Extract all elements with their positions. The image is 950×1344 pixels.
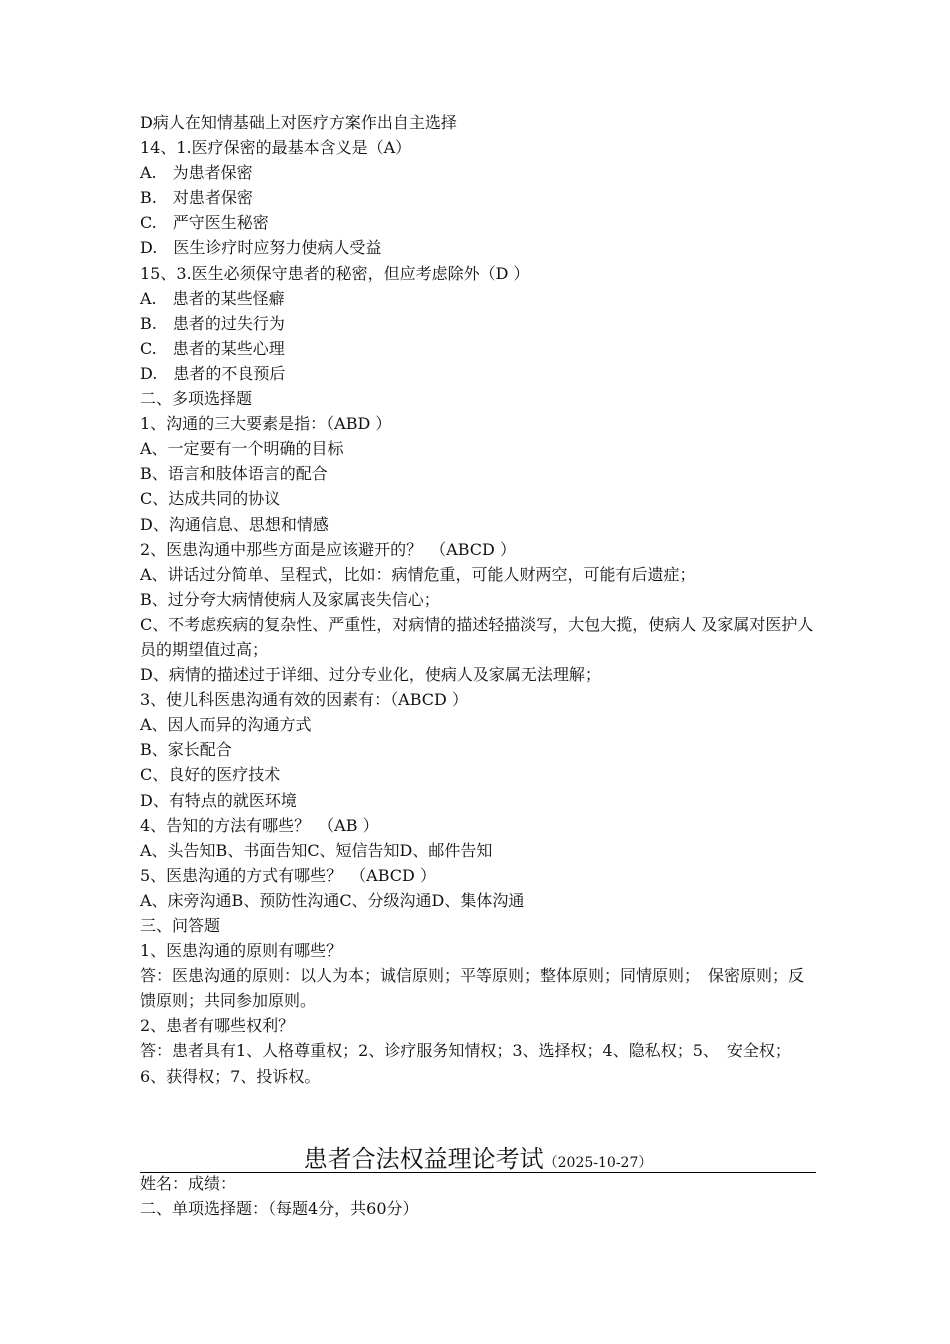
options-line: A、床旁沟通B、预防性沟通C、分级沟通D、集体沟通 [140, 890, 525, 910]
essay-answer-2: 答：患者具有1、人格尊重权；2、诊疗服务知情权；3、选择权；4、隐私权；5、 安全权；6、获得权；7、投诉权。 [140, 1041, 791, 1086]
question-1: 1、沟通的三大要素是指：（ABD ） [140, 414, 392, 434]
option-b: B. 对患者保密 [140, 188, 253, 208]
exam-title: 患者合法权益理论考试 [303, 1145, 544, 1173]
option-d: D. 患者的不良预后 [140, 363, 286, 383]
option-a: A、讲话过分简单、呈程式，比如：病情危重，可能人财两空，可能有后遗症； [140, 564, 696, 584]
option-b: B、语言和肢体语言的配合 [140, 464, 328, 484]
option-d: D、沟通信息、思想和情感 [140, 514, 329, 534]
question-4: 4、告知的方法有哪些？ （AB ） [140, 815, 379, 835]
option-c: C. 严守医生秘密 [140, 213, 269, 233]
section-heading-multiple-choice: 二、多项选择题 [140, 389, 253, 409]
option-b: B. 患者的过失行为 [140, 313, 285, 333]
option-c: C、良好的医疗技术 [140, 765, 281, 785]
option-a: A、一定要有一个明确的目标 [140, 439, 344, 459]
option-a: A、因人而异的沟通方式 [140, 715, 312, 735]
option-b: B、过分夸大病情使病人及家属丧失信心； [140, 589, 440, 609]
essay-answer-1: 答：医患沟通的原则：以人为本；诚信原则；平等原则；整体原则；同情原则； 保密原则；反馈原则；共同参加原则。 [140, 966, 805, 1011]
essay-question-2: 2、患者有哪些权利？ [140, 1016, 295, 1036]
option-c: C、不考虑疾病的复杂性、严重性，对病情的描述轻描淡写，大包大揽，使病人 及家属对医护人员的期望值过高； [140, 614, 814, 659]
question-5: 5、医患沟通的方式有哪些？ （ABCD ） [140, 865, 436, 885]
option-a: A. 患者的某些怪癖 [140, 288, 285, 308]
option-c: C、达成共同的协议 [140, 489, 281, 509]
question-2: 2、医患沟通中那些方面是应该避开的？ （ABCD ） [140, 539, 516, 559]
option-a: A. 为患者保密 [140, 163, 253, 183]
text-line: D病人在知情基础上对医疗方案作出自主选择 [140, 113, 457, 132]
option-d: D、病情的描述过于详细、过分专业化，使病人及家属无法理解； [140, 665, 601, 685]
question-3: 3、使儿科医患沟通有效的因素有：（ABCD ） [140, 690, 468, 710]
option-c: C. 患者的某些心理 [140, 338, 285, 358]
question-15: 15、3.医生必须保守患者的秘密，但应考虑除外（D ） [140, 263, 530, 283]
section-heading-essay: 三、问答题 [140, 916, 221, 935]
question-14: 14、1.医疗保密的最基本含义是（A） [140, 138, 412, 158]
option-d: D、有特点的就医环境 [140, 790, 297, 810]
essay-question-1: 1、医患沟通的原则有哪些？ [140, 941, 343, 961]
exam-date: （2025-10-27） [543, 1155, 653, 1171]
options-line: A、头告知B、书面告知C、短信告知D、邮件告知 [140, 840, 493, 860]
document-body [140, 110, 816, 1089]
section-heading-single-choice: 二、单项选择题：（每题4分，共60分） [140, 1199, 419, 1218]
name-score-line: 姓名：成绩： [140, 1174, 237, 1193]
exam-header [140, 1146, 816, 1173]
option-b: B、家长配合 [140, 740, 232, 760]
exam-info [140, 1171, 816, 1221]
option-d: D. 医生诊疗时应努力使病人受益 [140, 238, 382, 258]
